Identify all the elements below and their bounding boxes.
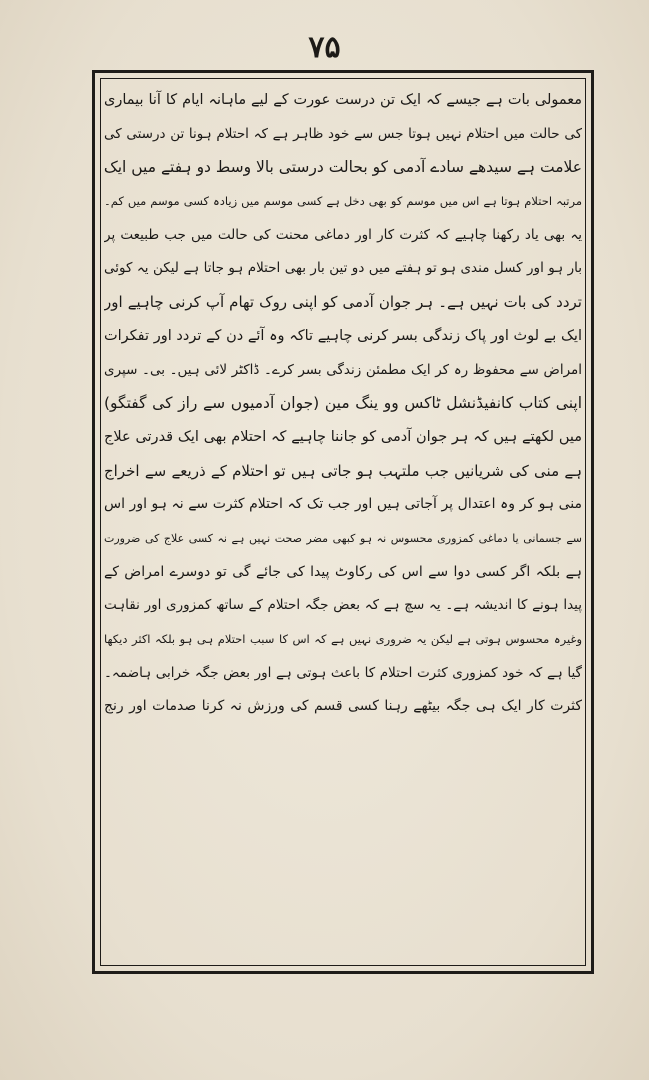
text-line: منی ہو کر وہ اعتدال پر آجاتی ہیں اور جب تک کہ احتلام کثرت سے نہ ہو اور اس (104, 496, 582, 513)
text-line: ہے بلکہ اگر کسی دوا سے اس کی رکاوٹ پیدا کی جائے گی تو دوسرے امراض کے (104, 563, 582, 580)
text-line: امراض سے محفوظ رہ کر ایک مطمئن زندگی بسر کرے۔ ڈاکٹر لائی ہیں۔ بی۔ سپری (104, 361, 582, 378)
text-line: کثرت کار ایک ہی جگہ بیٹھے رہنا کسی قسم کی ورزش نہ کرنا صدمات اور رنج (104, 698, 582, 715)
text-line: بار ہو اور کسل مندی ہو تو ہفتے میں دو تین بار بھی احتلام ہو جاتا ہے لیکن یہ کوئی (104, 260, 582, 277)
body-text (102, 84, 584, 962)
text-line: یہ بھی یاد رکھنا چاہیے کہ کثرت کار اور دماغی محنت کی حالت میں جب طبیعت پر (104, 226, 582, 243)
page-number: ۷۵ (308, 30, 341, 65)
text-line: مرتبہ احتلام ہوتا ہے اس میں موسم کو بھی دخل ہے کسی موسم میں زیادہ کسی موسم میں کم۔ (104, 194, 582, 209)
text-line: سے جسمانی یا دماغی کمزوری محسوس نہ ہو کبھی مضر صحت نہیں ہے نہ کسی علاج کی ضرورت (104, 531, 582, 545)
text-line: تردد کی بات نہیں ہے۔ ہر جوان آدمی کو اپنی روک تھام آپ کرنی چاہیے اور (104, 293, 582, 312)
text-line: علامت ہے سیدھے سادے آدمی کو بحالت درستی بالا وسط دو ہفتے میں ایک (104, 158, 582, 177)
text-line: ایک بے لوث اور پاک زندگی بسر کرنی چاہیے تاکہ وہ آئے دن کے تردد اور تفکرات (104, 327, 582, 344)
text-line: پیدا ہونے کا اندیشہ ہے۔ یہ سچ ہے کہ بعض جگہ احتلام کے ساتھ کمزوری اور نقاہت (104, 597, 582, 614)
text-line: کی حالت میں احتلام نہیں ہوتا جس سے خود ظاہر ہے کہ احتلام ہونا تن درستی کی (104, 125, 582, 142)
text-line: معمولی بات ہے جیسے کہ ایک تن درست عورت کے لیے ماہانہ ایام کا آنا بیماری (104, 92, 582, 108)
text-line: اپنی کتاب کانفیڈنشل ٹاکس وو ینگ مین (جوان آدمیوں سے راز کی گفتگو) (104, 394, 582, 413)
text-line: ہے منی کی شریانیں جب ملتہب ہو جاتی ہیں تو احتلام کے ذریعے سے اخراج (104, 461, 582, 480)
text-line: وغیرہ محسوس ہوتی ہے لیکن یہ ضروری نہیں ہے کہ اس کا سبب احتلام ہی ہو بلکہ اکثر دیکھا (104, 632, 582, 646)
text-line: میں لکھتے ہیں کہ ہر جوان آدمی کو جاننا چاہیے کہ احتلام بھی ایک قدرتی علاج (104, 428, 582, 445)
text-line: گیا ہے کہ خود کمزوری کثرت احتلام کا باعث ہوتی ہے اور بعض جگہ خرابی ہاضمہ۔ (104, 664, 582, 681)
